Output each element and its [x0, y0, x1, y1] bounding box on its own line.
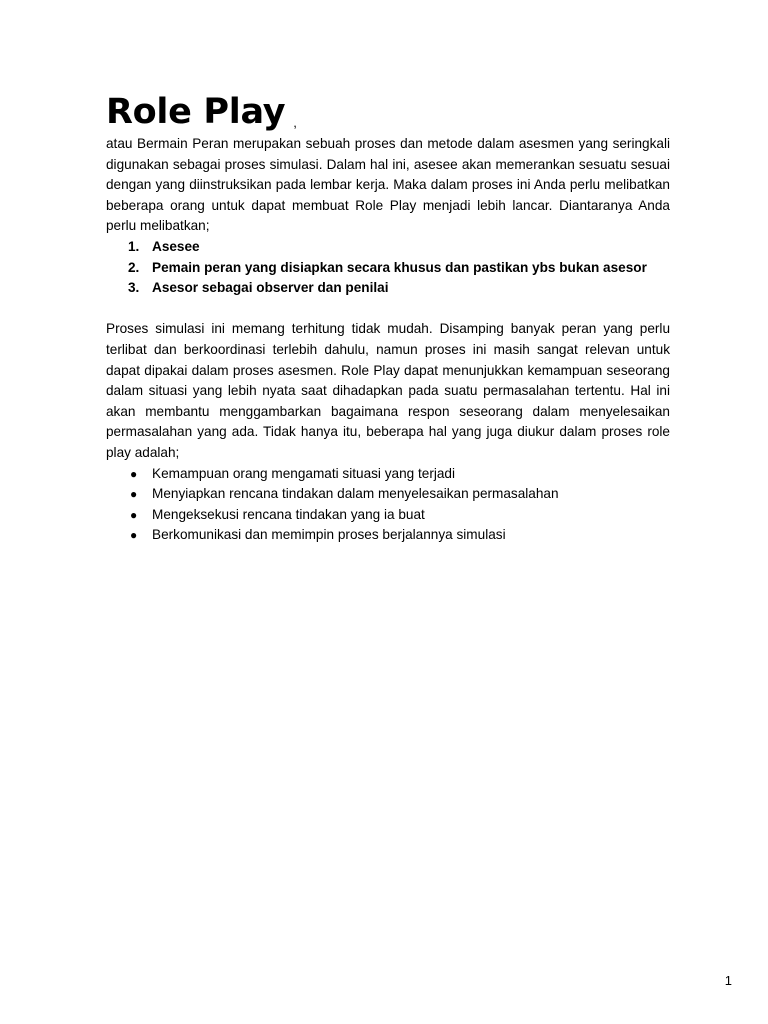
document-title: Role Play [106, 92, 286, 132]
bullet-icon: ● [130, 487, 138, 502]
bullet-item-text: Mengeksekusi rencana tindakan yang ia buat [152, 506, 425, 522]
second-paragraph: Proses simulasi ini memang terhitung tidak mudah. Disamping banyak peran yang perlu terlibat dan berkoordinasi terlebih dahulu, namun proses ini masih sangat relevan untuk dapat dipakai dalam proses asesmen. Role Play dapat menunjukkan kemampuan seseorang dalam situasi yang lebih nyata saat dihadapkan pada suatu permasalahan tertentu. Hal ini akan membantu menggambarkan bagaimana respon seseorang dalam menyelesaikan permasalahan yang ada. Tidak hanya itu, beberapa hal yang juga diukur dalam proses role play adalah; [106, 321, 670, 460]
bullet-item-text: Berkomunikasi dan memimpin proses berjalannya simulasi [152, 527, 506, 543]
bullet-list [106, 464, 670, 546]
bullet-icon: ● [130, 528, 138, 543]
bullet-icon: ● [130, 507, 138, 522]
list-item-text: Pemain peran yang disiapkan secara khusus dan pastikan ybs bukan asesor [152, 259, 647, 275]
intro-paragraph: atau Bermain Peran merupakan sebuah proses dan metode dalam asesmen yang seringkali digunakan sebagai proses simulasi. Dalam hal ini, asesee akan memerankan sesuatu sesuai dengan yang diinstruksikan pada lembar kerja. Maka dalam proses ini Anda perlu melibatkan beberapa orang untuk dapat membuat Role Play menjadi lebih lancar. Diantaranya Anda perlu melibatkan; [106, 136, 670, 234]
page-number: 1 [724, 973, 732, 988]
numbered-list-item [106, 237, 670, 258]
list-number: 2. [128, 259, 140, 275]
list-item-text: Asesee [152, 238, 200, 254]
list-number: 1. [128, 238, 140, 254]
bullet-item-text: Menyiapkan rencana tindakan dalam menyelesaikan permasalahan [152, 486, 559, 502]
paragraph-spacer [106, 299, 670, 320]
bullet-item-text: Kemampuan orang mengamati situasi yang terjadi [152, 465, 456, 481]
bullet-list-item [106, 464, 670, 485]
bullet-icon: ● [130, 466, 138, 481]
numbered-list-item [106, 278, 670, 299]
bullet-list-item [106, 525, 670, 546]
title-mark: , [293, 115, 297, 130]
page-content [106, 86, 670, 546]
numbered-list-item [106, 258, 670, 279]
title-row [106, 86, 670, 134]
bullet-list-item [106, 484, 670, 505]
list-item-text: Asesor sebagai observer dan penilai [152, 280, 389, 296]
numbered-list [106, 237, 670, 299]
list-number: 3. [128, 280, 140, 296]
bullet-list-item [106, 505, 670, 526]
